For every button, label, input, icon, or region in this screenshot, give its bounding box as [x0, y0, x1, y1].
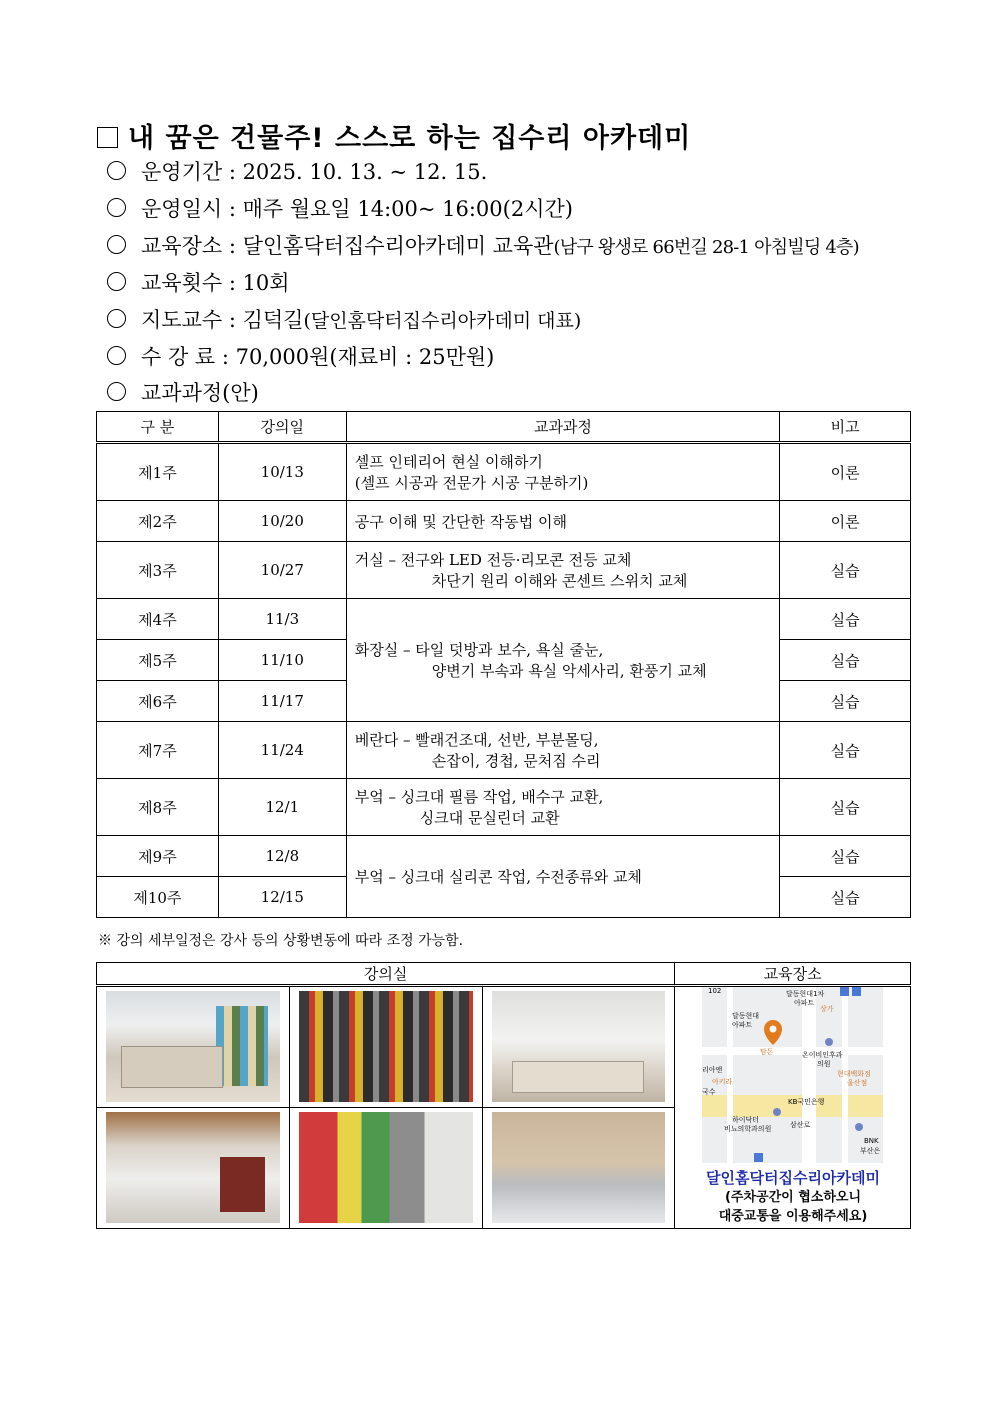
academy-name: 달인홈닥터집수리아카데미 [706, 1169, 880, 1187]
info-instructor: 지도교수 : 김덕길(달인홈닥터집수리아카데미 대표) [107, 304, 581, 334]
table-row: 제5주 11/10 실습 [97, 640, 911, 681]
table-row: 제4주 11/3 화장실 – 타일 덧방과 보수, 욕실 줄눈, 양변기 부속과 욕실 악세사리, 환풍기 교체 실습 [97, 599, 911, 640]
info-count: 교육횟수 : 10회 [107, 267, 290, 297]
info-place: 교육장소 : 달인홈닥터집수리아카데미 교육관(남구 왕생로 66번길 28-1 아침빌딩 4층) [107, 230, 859, 260]
page-title: 내 꿈은 건물주! 스스로 하는 집수리 아카데미 [97, 116, 691, 155]
circle-bullet-icon [107, 272, 126, 291]
circle-bullet-icon [107, 309, 126, 328]
table-row: 제3주 10/27 거실 – 전구와 LED 전등·리모콘 전등 교체 차단기 원리 이해와 콘센트 스위치 교체 실습 [97, 542, 911, 599]
header-location: 교육장소 [675, 963, 911, 986]
photo-classroom-1 [97, 986, 290, 1108]
header-note: 비고 [780, 412, 911, 443]
header-week: 구 분 [97, 412, 219, 443]
table-row: 제10주 12/15 실습 [97, 877, 911, 918]
photo-bathroom-fixtures [97, 1108, 290, 1229]
schedule-table [96, 411, 911, 918]
table-row: 제2주 10/20 공구 이해 및 간단한 작동법 이해 이론 [97, 501, 911, 542]
header-lecture-room: 강의실 [97, 963, 675, 986]
circle-bullet-icon [107, 198, 126, 217]
parking-note-1: (주차공간이 협소하오니 [724, 1190, 862, 1205]
circle-bullet-icon [107, 382, 126, 401]
photo-tools-wall [289, 986, 482, 1108]
circle-bullet-icon [107, 346, 126, 365]
photo-tile-wall [289, 1108, 482, 1229]
circle-bullet-icon [107, 235, 126, 254]
info-curriculum: 교과과정(안) [107, 377, 259, 407]
table-row: 제7주 11/24 베란다 – 빨래건조대, 선반, 부분몰딩, 손잡이, 경첩, 문처짐 수리 실습 [97, 722, 911, 779]
location-map: 102 달동현대1차 아파트 달동현대 아파트 상가 탐돈 온이비인후과 의원 현대백화점 울산점 KB국민은행 하이닥터 비뇨의학과의원 삼산로 BNK 부산은 아키라 리아앤 국수 [702, 987, 883, 1163]
academy-info [679, 1167, 907, 1226]
info-time: 운영일시 : 매주 월요일 14:00~ 16:00(2시간) [107, 193, 573, 223]
table-row: 제1주 10/13 셀프 인테리어 현실 이해하기 (셀프 시공과 전문가 시공 구분하기) 이론 [97, 443, 911, 501]
header-course: 교과과정 [346, 412, 779, 443]
table-row: 제9주 12/8 부엌 – 싱크대 실리콘 작업, 수전종류와 교체 실습 [97, 836, 911, 877]
table-row: 제6주 11/17 실습 [97, 681, 911, 722]
parking-note-2: 대중교통을 이용해주세요) [718, 1209, 868, 1224]
header-date: 강의일 [218, 412, 346, 443]
circle-bullet-icon [107, 161, 126, 180]
checkbox-icon [97, 127, 118, 148]
info-fee: 수 강 료 : 70,000원(재료비 : 25만원) [107, 341, 494, 371]
info-period: 운영기간 : 2025. 10. 13. ~ 12. 15. [107, 156, 487, 186]
photo-classroom-2 [482, 986, 675, 1108]
table-row: 제8주 12/1 부엌 – 싱크대 필름 작업, 배수구 교환, 싱크대 문실린더 교환 실습 [97, 779, 911, 836]
schedule-note: ※ 강의 세부일정은 강사 등의 상황변동에 따라 조정 가능함. [98, 933, 464, 949]
photo-sink-faucets [482, 1108, 675, 1229]
